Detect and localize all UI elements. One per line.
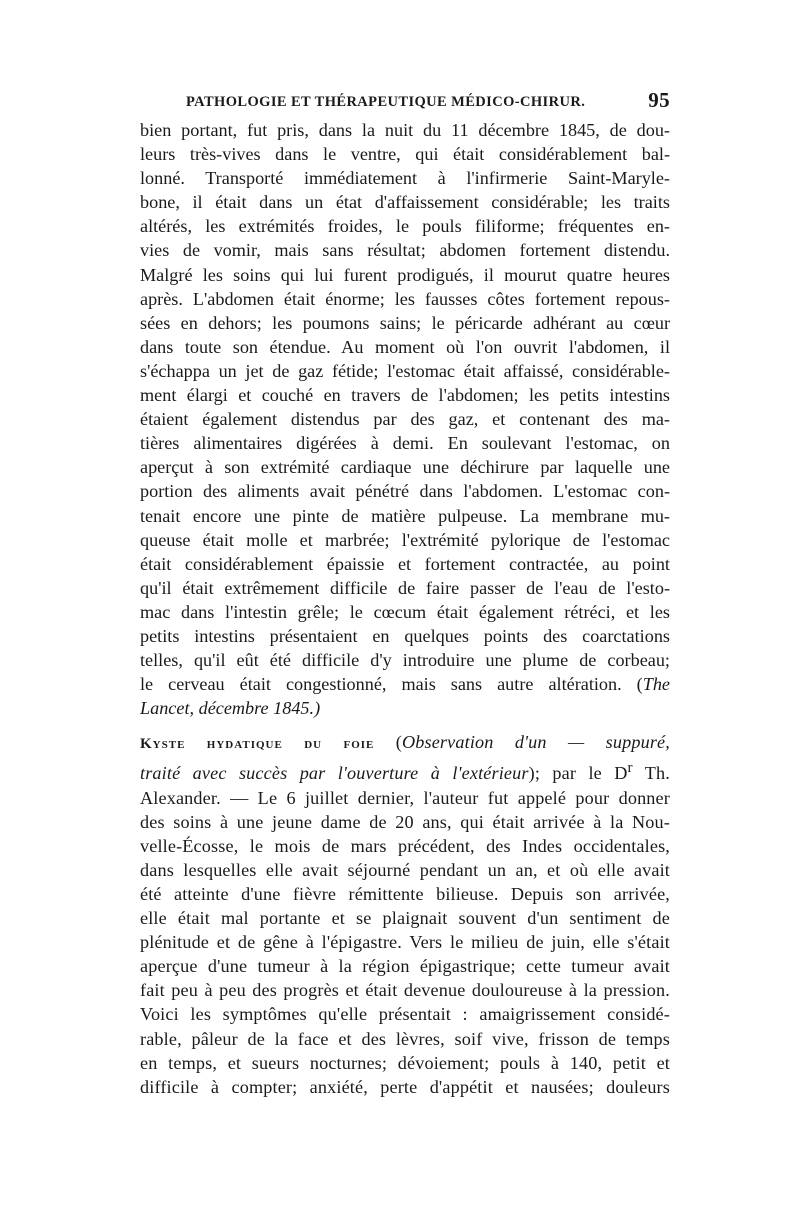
text-line: mac dans l'intestin grêle; le cœcum était également rétréci, et les: [140, 601, 670, 622]
text-line: rable, pâleur de la face et des lèvres, soif vive, frisson de temps: [140, 1028, 670, 1049]
paragraph-hydatid-cyst: [140, 730, 670, 1098]
text-line: leurs très-vives dans le ventre, qui était considérablement bal-: [140, 144, 670, 165]
text-line: Alexander. — Le 6 juillet dernier, l'auteur fut appelé pour donner: [140, 787, 670, 808]
book-page: [140, 88, 670, 1109]
citation-lancet: Lancet, décembre 1845.): [140, 698, 321, 719]
text-line: Voici les symptômes qu'elle présentait : amaigrissement considé-: [140, 1004, 670, 1025]
running-head: [140, 88, 670, 118]
text-line: bien portant, fut pris, dans la nuit du 11 décembre 1845, de dou-: [140, 120, 670, 140]
heading-line: [140, 730, 670, 756]
running-title: PATHOLOGIE ET THÉRAPEUTIQUE MÉDICO-CHIRUR.: [186, 94, 586, 110]
text-line: dans toute son étendue. Au moment où l'on ouvrit l'abdomen, il: [140, 336, 670, 357]
doctor-superscript: r: [627, 759, 633, 777]
paragraph-case-report: [140, 118, 670, 720]
text-line: vies de vomir, mais sans résultat; abdomen fortement distendu.: [140, 240, 670, 261]
text-line: plénitude et de gêne à l'épigastre. Vers le milieu de juin, elle s'était: [140, 932, 670, 953]
text-line-last: [140, 696, 670, 720]
text-line: difficile à compter; anxiété, perte d'appétit et nausées; douleurs: [140, 1076, 670, 1097]
text-line: en temps, et sueurs nocturnes; dévoiement; pouls à 140, petit et: [140, 1052, 670, 1073]
text-line: était considérablement épaissie et fortement contractée, au point: [140, 553, 670, 574]
text-line: qu'il était extrêmement difficile de faire passer de l'eau de l'esto-: [140, 577, 670, 598]
text-line: sées en dehors; les poumons sains; le péricarde adhérant au cœur: [140, 312, 670, 333]
text-line: s'échappa un jet de gaz fétide; l'estomac était affaissé, considérable-: [140, 360, 670, 381]
text-line: queuse était molle et marbrée; l'extrémité pylorique de l'estomac: [140, 529, 670, 550]
text-line: dans lesquelles elle avait séjourné pendant un an, et où elle avait: [140, 859, 670, 880]
text-line: bone, il était dans un état d'affaissement considérable; les traits: [140, 192, 670, 213]
text-line: velle-Écosse, le mois de mars précédent, des Indes occidentales,: [140, 835, 670, 856]
treatment-italic: traité avec succès par l'ouverture à l'extérieur: [140, 763, 529, 784]
author-name: Th.: [632, 763, 670, 784]
text-line: telles, qu'il eût été difficile d'y introduire une plume de corbeau;: [140, 650, 670, 671]
text-line: tières alimentaires digérées à demi. En soulevant l'estomac, on: [140, 433, 670, 454]
heading-paren: (: [395, 732, 402, 753]
text-line: [140, 756, 670, 785]
text-line: portion des aliments avait pénétré dans l'abdomen. L'estomac con-: [140, 481, 670, 502]
heading-italic: Observation d'un — suppuré,: [401, 732, 670, 753]
text-line: altérés, les extrémités froides, le pouls filiforme; fréquentes en-: [140, 216, 670, 237]
text-line: elle était mal portante et se plaignait souvent d'un sentiment de: [140, 908, 670, 929]
text-line: ment élargi et couché en travers de l'abdomen; les petits intestins: [140, 385, 670, 406]
text-line: Malgré les soins qui lui furent prodigués, il mourut quatre heures: [140, 264, 670, 285]
text-line: été atteinte d'une fièvre rémittente bilieuse. Depuis son arrivée,: [140, 883, 670, 904]
text-line: fait peu à peu des progrès et était devenue douloureuse à la pression.: [140, 980, 670, 1001]
text-line: des soins à une jeune dame de 20 ans, qui était arrivée à la Nou-: [140, 811, 670, 832]
text-line: aperçut à son extrémité cardiaque une déchirure par laquelle une: [140, 457, 670, 478]
text-line: étaient également distendus par des gaz, et contenant des ma-: [140, 409, 670, 430]
citation-journal-italic: The: [642, 674, 670, 695]
text-line: tenait encore une pinte de matière pulpeuse. La membrane mu-: [140, 505, 670, 526]
text-line: après. L'abdomen était énorme; les fausses côtes fortement repous-: [140, 288, 670, 309]
text-line: lonné. Transporté immédiatement à l'infirmerie Saint-Maryle-: [140, 168, 670, 189]
author-prefix: ); par le D: [528, 763, 628, 784]
citation-text: le cerveau était congestionné, mais sans autre altération. (: [140, 674, 643, 695]
section-heading: Kyste hydatique du foie: [140, 736, 375, 753]
text-line: petits intestins présentaient en quelques points des coarctations: [140, 625, 670, 646]
page-number: 95: [648, 88, 670, 112]
text-line: aperçue d'une tumeur à la région épigastrique; cette tumeur avait: [140, 956, 670, 977]
text-line-citation: [140, 672, 670, 696]
